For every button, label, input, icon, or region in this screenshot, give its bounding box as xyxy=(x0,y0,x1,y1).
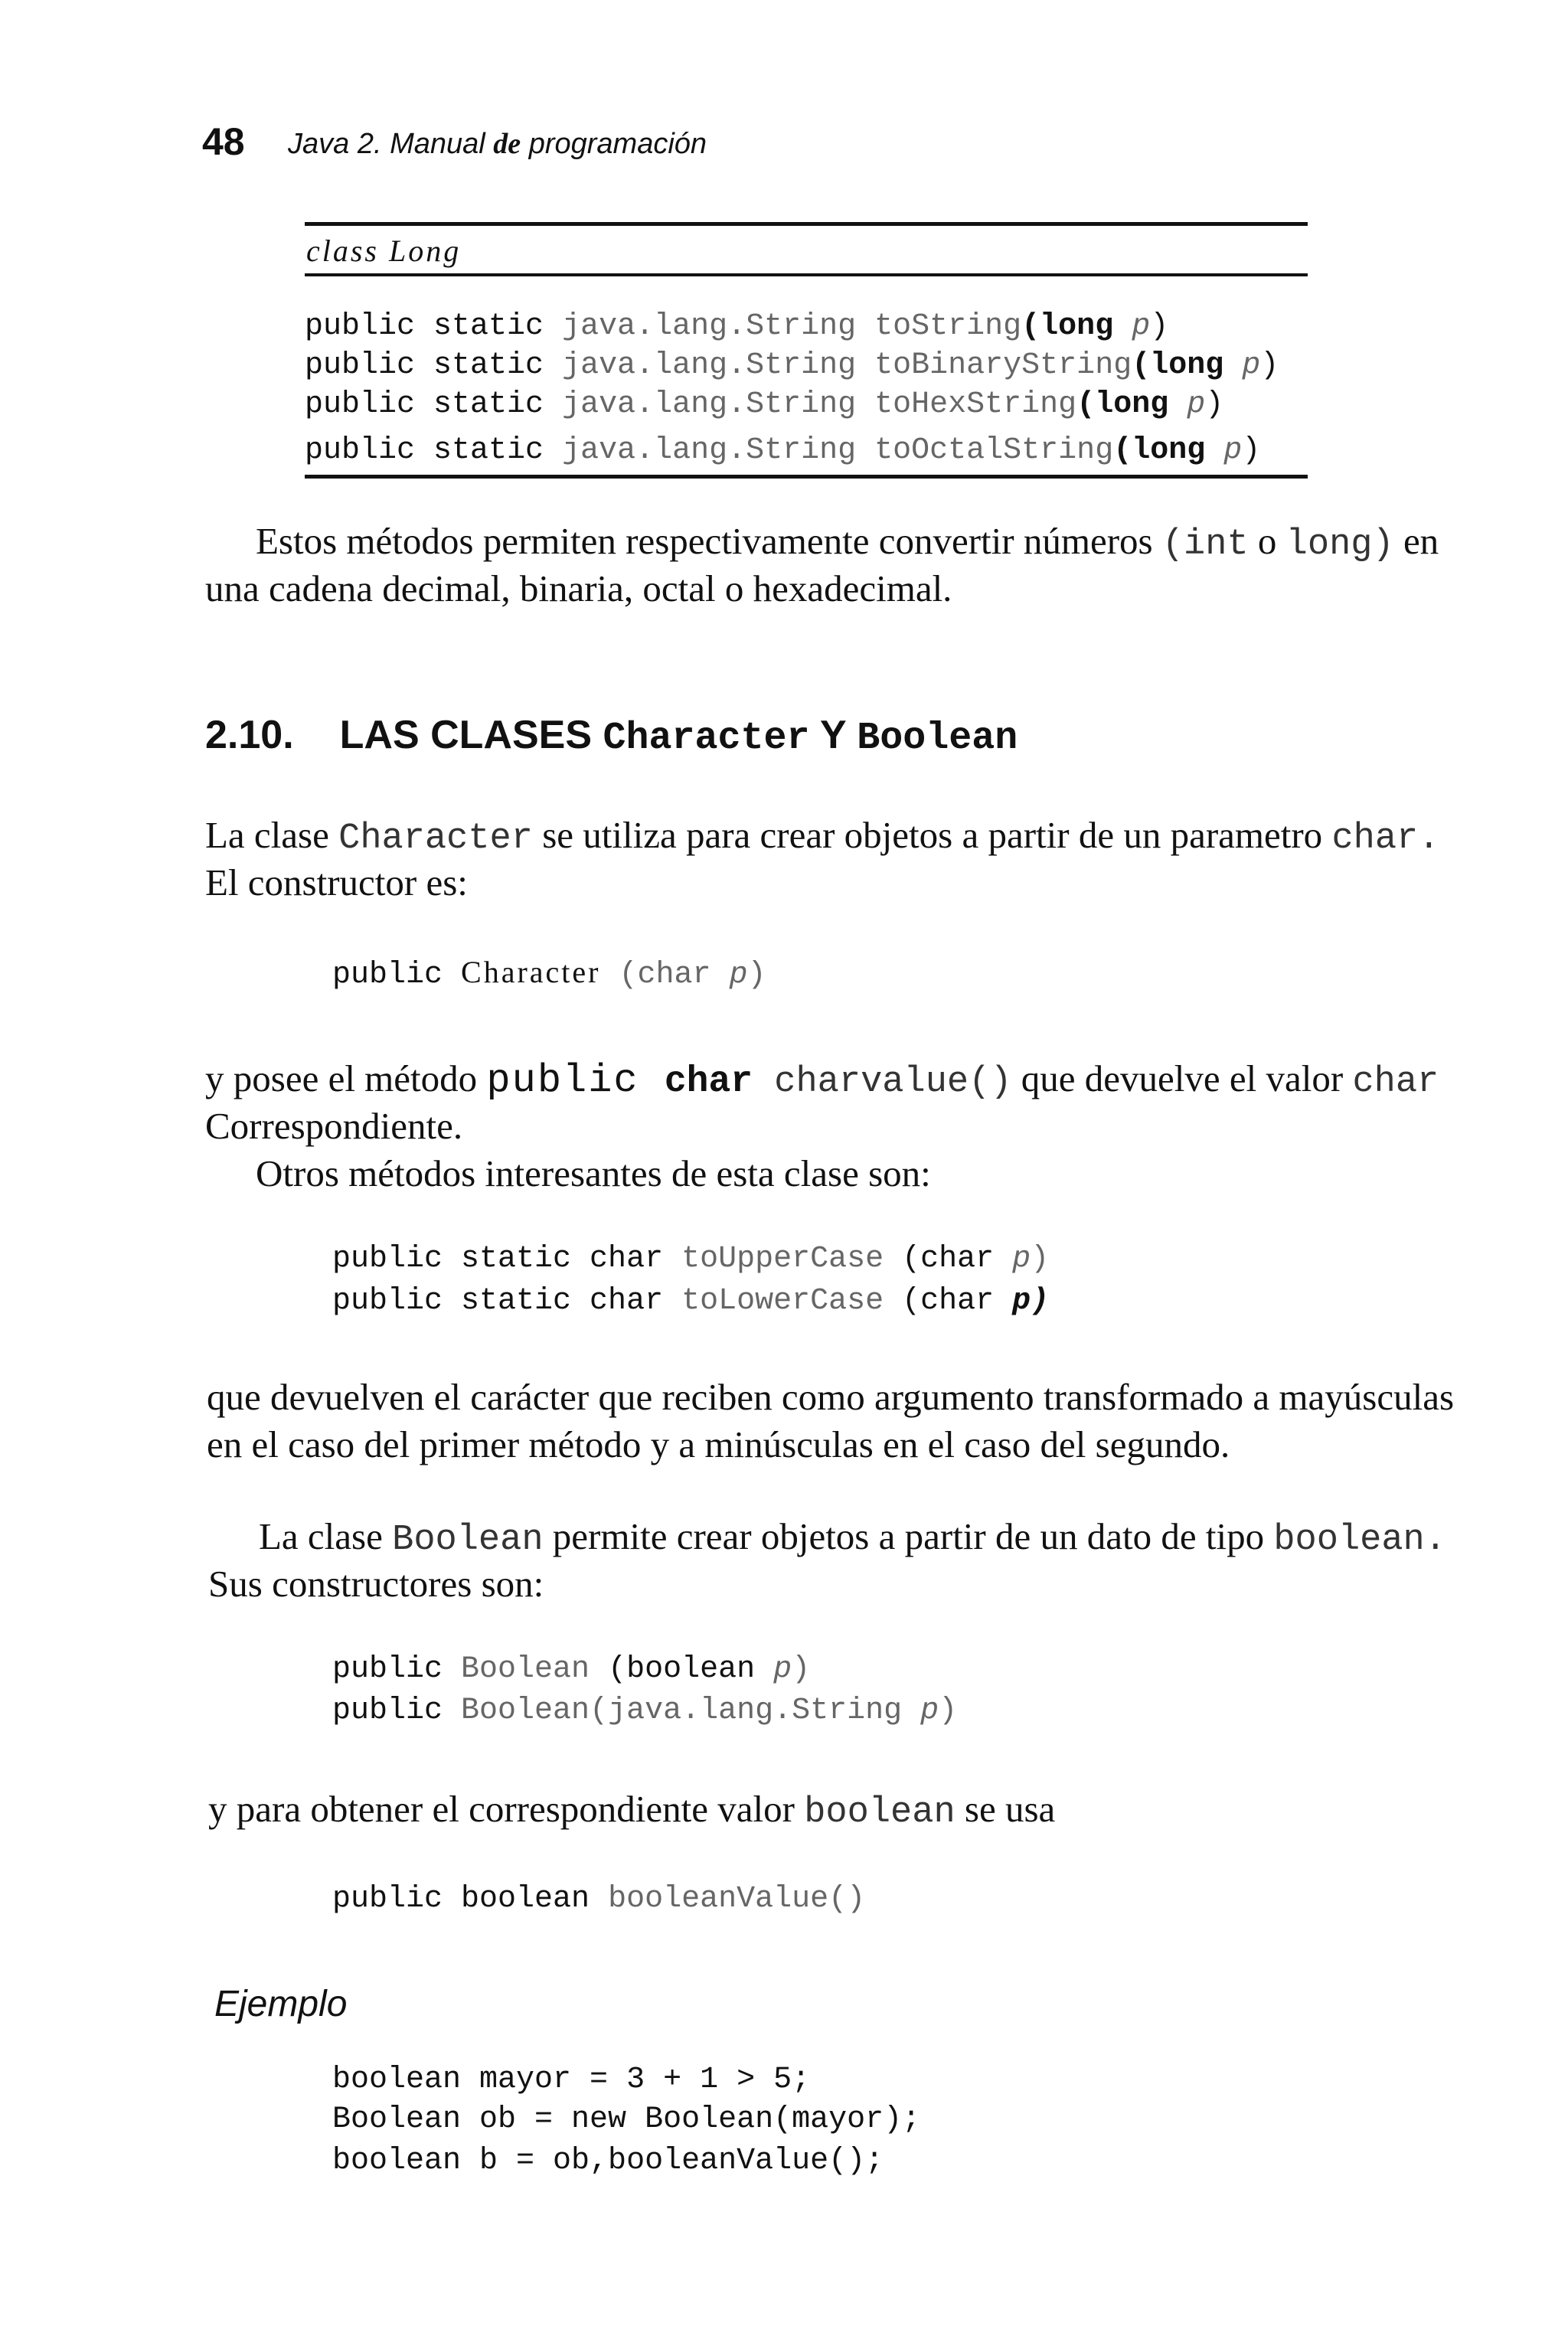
example-code-line: boolean mayor = 3 + 1 > 5; xyxy=(332,2063,811,2097)
code-line: public static java.lang.String toBinaryString(long p) xyxy=(305,348,1279,383)
running-title xyxy=(288,127,707,161)
example-code-line: Boolean ob = new Boolean(mayor); xyxy=(332,2102,921,2137)
code-line: public Boolean (boolean p) xyxy=(332,1652,811,1687)
page-number: 48 xyxy=(202,120,245,163)
code-line: public Character (char p) xyxy=(332,955,766,992)
paragraph-line: El constructor es: xyxy=(205,861,468,903)
example-heading: Ejemplo xyxy=(214,1984,348,2024)
section-heading: 2.10. LAS CLASES Character Y Boolean xyxy=(205,713,1018,760)
paragraph-line: Otros métodos interesantes de esta clase son: xyxy=(256,1152,931,1194)
example-code-line: boolean b = ob,booleanValue(); xyxy=(332,2144,884,2178)
paragraph-line: Estos métodos permiten respectivamente convertir números (int o long) en xyxy=(256,520,1439,565)
box-bottom-rule xyxy=(305,475,1308,479)
running-title-de: de xyxy=(493,128,521,160)
running-title-part: Java 2. Manual xyxy=(288,128,494,160)
running-title-part: programación xyxy=(521,128,707,160)
paragraph-line: una cadena decimal, binaria, octal o hexadecimal. xyxy=(205,567,952,609)
code-line: public Boolean(java.lang.String p) xyxy=(332,1694,958,1728)
box-middle-rule xyxy=(305,273,1308,276)
class-box-title: class Long xyxy=(306,234,462,268)
paragraph-line: en el caso del primer método y a minúsculas en el caso del segundo. xyxy=(207,1423,1230,1465)
paragraph-line: La clase Character se utiliza para crear objetos a partir de un parametro char. xyxy=(205,814,1440,859)
paragraph-line: y posee el método public char charvalue() que devuelve el valor char xyxy=(205,1057,1439,1103)
code-line: public static java.lang.String toString(long p) xyxy=(305,309,1169,344)
paragraph-line: y para obtener el correspondiente valor boolean se usa xyxy=(208,1788,1056,1833)
paragraph-line: La clase Boolean permite crear objetos a partir de un dato de tipo boolean. xyxy=(259,1515,1446,1560)
code-line: public static java.lang.String toOctalString(long p) xyxy=(305,433,1261,468)
box-top-rule xyxy=(305,222,1308,226)
code-line: public static char toUpperCase (char p) xyxy=(332,1242,1050,1276)
paragraph-line: Sus constructores son: xyxy=(208,1563,544,1605)
paragraph-line: Correspondiente. xyxy=(205,1105,463,1147)
code-line: public static char toLowerCase (char p) xyxy=(332,1284,1050,1318)
paragraph-line: que devuelven el carácter que reciben como argumento transformado a mayúsculas xyxy=(207,1376,1455,1418)
code-line: public boolean booleanValue() xyxy=(332,1882,866,1916)
code-line: public static java.lang.String toHexString(long p) xyxy=(305,387,1224,422)
